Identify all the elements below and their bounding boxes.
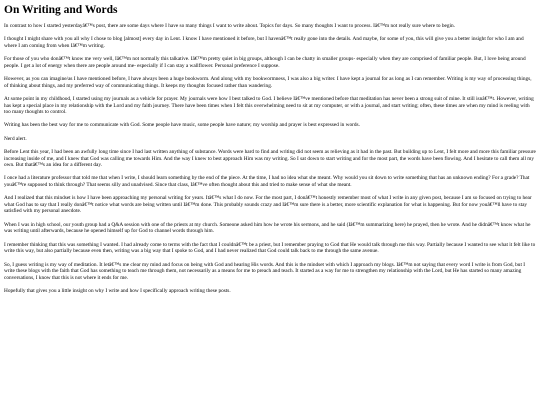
paragraph-4: However, as you can imagine/as I have mentioned before, I have always been a huge bookworm. And along with my bookwormness, I was also a big writer. I have kept a journal for as long as I can remember. Writing is my way of processing things, of thinking about things, and my preferred way of communicating things. It keeps my thoughts focused rather than wandering. [4, 76, 532, 89]
paragraph-3: For those of you who donâ€™t know me very well, Iâ€™m not normally this talkative. Iâ€™m pretty quiet in big groups, although I can be chatty in smaller groups- especially when they are comprised of familiar people. But, I love being around people. I get a lot of energy when there are people around me- especially if I can stay a wallflower. Personal preference I suppose. [4, 56, 526, 69]
paragraph-14: Hopefully that gives you a little insight on why I write and how I specifically approach writing these posts. [4, 287, 231, 294]
paragraph-13: So, I guess writing is my way of meditation. It letâ€™s me clear my mind and focus on being with God and hearing His words. And this is the mindset with which I approach my blogs. Iâ€™m not saying that every word I write is from God, but I write these blogs with the faith that God has something to teach me through them, not necessarily as a means for me to preach and teach. It started as a way for me to strengthen my relationship with the Lord, but He has started so many amazing conversations, I know that this is not where it ends for me. [4, 261, 526, 281]
paragraph-5: At some point in my childhood, I started using my journals as a vehicle for prayer. My journals were how I best talked to God. I believe Iâ€™ve mentioned before that meditation has never been a strong suit of mine. It still isnâ€™t. However, writing has kept a special place in my relationship with the Lord and my faith journey. There have been times when I felt this overwhelming need to sit at my computer, or with a journal, and start writing; often, these times are when my mind is reeling with too many thoughts to control. [4, 95, 534, 116]
paragraph-10: And I realized that this mindset is how I have been approaching my personal writing for years. Itâ€™s what I do now. For the most part, I donâ€™t honestly remember most of what I write in any given post, because I am so focused on trying to hear what God has to say that I really donâ€™t notice what words are being written until Iâ€™m done. This probably sounds crazy and Iâ€™m sure there is a better, more scientific explanation for what is happening. But for now youâ€™ll have to stay satisfied with my personal anecdote. [4, 195, 532, 215]
paragraph-9: I once had a literature professor that told me that when I write, I should learn something by the end of the piece. At the time, I had no idea what she meant. Why would you sit down to write something that has an unknown ending? For a grade? That youâ€™re supposed to think through? That seems silly and unadvised. Since that class, Iâ€™ve often thought about this and tried to make sense of what she meant. [4, 175, 530, 188]
paragraph-6: Writing has been the best way for me to communicate with God. Some people have music, some people have nature; my worship and prayer is best expressed in words. [4, 122, 360, 129]
paragraph-7: Nerd alert. [4, 135, 27, 142]
paragraph-1: In contrast to how I started yesterdayâ€™s post, there are some days where I have so many things I want to write about. Topics for days. So many thoughts I want to process. Iâ€™m not really sure where to begin. [4, 23, 455, 29]
paragraph-12: I remember thinking that this was something I wanted. I had already come to terms with the fact that I couldnâ€™t be a priest, but I remember praying to God that He would talk through me this way. Partially because I wanted to see what it felt like to write this way, but also partially because even then, writing was a big way that I spoke to God, and I had never realized that God could talk back to me through the same avenue. [4, 241, 536, 255]
paragraph-11: When I was in high school, our youth group had a Q&A session with one of the priests at my church. Someone asked him how he wrote his sermons, and he said (Iâ€™m summarizing here) he prayed, then he wrote. And he didnâ€™t know what he was writing until afterwards, because he opened himself up for God to channel words through him. [4, 221, 531, 235]
post-title: On Writing and Words [4, 4, 118, 16]
paragraph-2: I thought I might share with you all why I chose to blog [almost] every day in Lent. I know I have mentioned it before, but I havenâ€™t really gone into the details. And maybe, for some of you, this will give you a better insight for who I am and where I am coming from when Iâ€™m writing. [4, 36, 524, 49]
paragraph-8: Before Lent this year, I had been an awfully long time since I had last written anything of substance. Words were hard to find and writing did not seem as relieving as it had in the past. But building up to Lent, I felt more and more this familiar pressure increasing inside of me, and I knew that God was calling me towards Him. And the way I knew to best approach Him was my writing. So I sat down to start writing and for the most part, the words have been flowing. And I hesitate to call them all my own. But thatâ€™s an idea for a different day. [4, 148, 536, 169]
